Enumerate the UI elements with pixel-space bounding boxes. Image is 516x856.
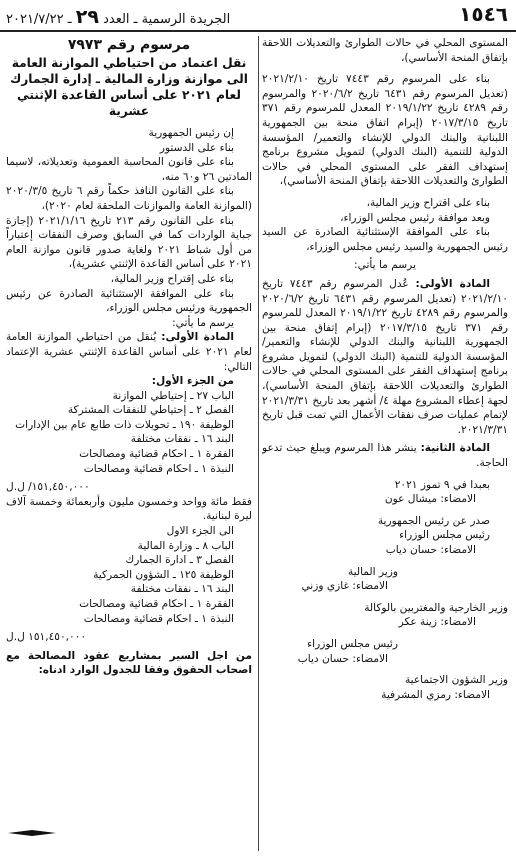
budget-line: الوظيفة ١٩٠ ـ تحويلات ذات طابع عام بين الإدارات <box>15 418 234 431</box>
paragraph: المستوى المحلي في حالات الطوارئ والتعديلات اللاحقة بإتفاق المنحة الأساسي)، <box>262 37 508 64</box>
budget-line: النبذة ١ ـ احكام قضائية ومصالحات <box>83 462 234 475</box>
paragraph: بناء على الموافقة الإستثنائية الصادرة عن السيد رئيس الجمهورية والسيد رئيس مجلس الوزراء، <box>262 226 508 253</box>
signature: الامضاء: ميشال عون <box>384 493 476 506</box>
budget-line: الفصل ٢ ـ إحتياطي للنفقات المشتركة <box>67 404 234 417</box>
source-part-heading: من الجزء الأول: <box>151 375 234 388</box>
budget-line: الباب ٨ ـ وزارة المالية <box>137 539 234 552</box>
budget-line: النبذة ١ ـ احكام قضائية ومصالحات <box>83 612 234 625</box>
article-text: يُنقل من احتياطي الموازنة العامة لعام ٢٠٢١ على أساس القاعدة الإثنتي عشرية الإعتماد التالي: <box>6 331 252 373</box>
budget-line: البند ١٦ ـ نفقات مختلفة <box>130 433 234 446</box>
decree-formula: يرسم ما يأتي: <box>172 316 234 329</box>
article-label: المادة الثانية: <box>420 442 490 455</box>
article-text: عُدل المرسوم رقم ٧٤٤٣ تاريخ ٢٠٢١/٢/١٠ (تعديل المرسوم رقم ٦٤٣١ تاريخ ٢٠٢٠/٦/٢ والمرسوم رقم ٤٢٨٩ تاريخ ٢٠١٩/١/٢٢ المعدل للمرسوم رقم ٣٧١ تاريخ ٢٠١٧/٣/١٥ (إبرام إتفاق منحة بين الجمهورية اللبنانية والبنك الدولي للإنشاء والتعمير/ المؤسسة الدولية للتنمية (البنك الدولي) لتمويل مشروع برنامج إستهداف الفقر على المستوى المحلي في حالات الطوارئ والتعديلات اللاحقة بإتفاق المنحة الأساسي)، لجهة إعطاء المشروع مهلة ٤/ أشهر بعد تاريخ ٢٠٢١/٣/٣١ لإتمام عمليات صرف نفقات الأعمال التي تمت قبل تاريخ ٢٠٢١/٣/٣١. <box>262 277 508 436</box>
paragraph: بناء على القانون رقم ٢١٣ تاريخ ٢٠٢١/١/١٦ (إجازة جباية الواردات كما في السابق وصرف النفقات إعتباراً من أول شباط ٢٠٢١ ولغاية صدور قانون موازنة العام ٢٠٢١ على أساس القاعدة الإثنتي عشرية)، <box>6 214 252 271</box>
signature: الامضاء: زينة عكر <box>398 616 476 629</box>
signatory-title: رئيس مجلس الوزراء <box>307 637 398 650</box>
signing-date: بعبدا في ٩ تموز ٢٠٢١ <box>394 478 490 491</box>
article-1 <box>262 277 508 438</box>
budget-line: الفصل ٣ ـ ادارة الجمارك <box>125 554 234 567</box>
paragraph: إن رئيس الجمهورية <box>148 127 234 139</box>
budget-line: البند ١٦ ـ نفقات مختلفة <box>130 583 234 596</box>
article-label: المادة الأولى: <box>161 331 235 344</box>
budget-line: الوظيفة ١٢٥ ـ الشؤون الجمركية <box>93 568 234 581</box>
paragraph: بناء على إقتراح وزير المالية، <box>110 272 234 285</box>
paragraph: بناء على اقتراح وزير المالية، <box>366 196 490 209</box>
budget-line: الفقرة ١ ـ احكام قضائية ومصالحات <box>79 448 234 461</box>
signatory-title: وزير المالية <box>347 565 398 578</box>
signature: الامضاء: حسان دياب <box>385 544 476 556</box>
end-of-decree-mark <box>8 830 56 836</box>
column-divider <box>258 36 259 851</box>
signature: الامضاء: رمزي المشرفية <box>381 688 490 701</box>
signatory-title: وزير الخارجية والمغتربين بالوكالة <box>364 601 508 614</box>
amount: ١٥١,٤٥٠,٠٠٠ ل.ل <box>6 631 87 644</box>
right-column <box>262 36 508 851</box>
paragraph: وبعد موافقة رئيس مجلس الوزراء، <box>340 211 490 224</box>
publication-name: الجريدة الرسمية ـ العدد <box>103 12 231 27</box>
budget-line: الفقرة ١ ـ احكام قضائية ومصالحات <box>79 598 234 610</box>
signature: الامضاء: غازي وزني <box>301 580 388 593</box>
decree-subject: نقل اعتماد من احتياطي الموازنة العامة الى موازنة وزارة المالية ـ إدارة الجمارك لعام ٢٠٢١ على أساس القاعدة الإثنتي عشرية <box>10 56 248 118</box>
budget-line: الباب ٢٧ ـ إحتياطي الموازنة <box>112 389 234 402</box>
page-number: ١٥٤٦ <box>459 2 508 26</box>
article-2 <box>262 441 508 470</box>
signature: الامضاء: حسان دياب <box>297 652 388 665</box>
decree-title: مرسوم رقم ٧٩٧٣ <box>67 37 191 53</box>
gazette-masthead <box>6 6 230 28</box>
signatory-title: رئيس مجلس الوزراء <box>399 529 490 542</box>
paragraph: بناء على قانون المحاسبة العمومية وتعديلاته، لاسيما المادتين ٢٦ و٦٠ منه، <box>6 156 252 183</box>
decree-formula: يرسم ما يأتي: <box>354 259 416 272</box>
amount: ١٥١,٤٥٠,٠٠٠/ ل.ل <box>6 481 90 494</box>
article-1 <box>6 330 252 374</box>
paragraph: بناء على الموافقة الإستثنائية الصادرة عن رئيس الجمهورية ورئيس مجلس الوزراء، <box>6 287 252 315</box>
issue-number: ٢٩ <box>75 6 99 28</box>
target-part-heading: الى الجزء الاول <box>166 525 234 538</box>
paragraph: بناء على القانون النافذ حكماً رقم ٦ تاريخ ٢٠٢٠/٣/٥ (الموازنة العامة والموازنات الملحقة لعام ٢٠٢٠)، <box>6 185 252 212</box>
article-text: ينشر هذا المرسوم ويبلغ حيث تدعو الحاجة. <box>262 442 508 470</box>
page-header <box>0 0 516 32</box>
paragraph: بناء على المرسوم رقم ٧٤٤٣ تاريخ ٢٠٢١/٢/١٠ (تعديل المرسوم رقم ٦٤٣١ تاريخ ٢٠٢٠/٦/٢ والمرسوم رقم ٤٢٨٩ تاريخ ٢٠١٩/١/٢٢ المعدل للمرسوم رقم ٣٧١ تاريخ ٢٠١٧/٣/١٥ (إبرام اتفاق منحة بين الجمهورية اللبنانية والبنك الدولي للإنشاء والتعمير/ المؤسسة الدولية للتنمية (البنك الدولي) لتمويل مشروع برنامج إستهداف الفقر على المستوى المحلي في حالات الطوارئ والتعديلات اللاحقة بإتفاق المنحة الأساسي)، <box>262 73 508 188</box>
left-column <box>6 36 252 851</box>
article-label: المادة الأولى: <box>415 277 490 290</box>
diamond-rule-icon <box>8 830 56 836</box>
amount-in-words: فقط مائة وواحد وخمسون مليون وأربعمائة وخمسة آلاف ليرة لبنانية. <box>6 495 252 523</box>
purpose-statement: من اجل السير بمشاريع عقود المصالحة مع اصحاب الحقوق وفقا للجدول الوارد ادناه: <box>6 649 252 677</box>
signatory-title: وزير الشؤون الاجتماعية <box>404 674 508 687</box>
issue-date: ـ ٢٠٢١/٧/٢٢ <box>6 12 72 27</box>
issuer-line: صدر عن رئيس الجمهورية <box>377 514 490 527</box>
paragraph: بناء على الدستور <box>159 141 234 154</box>
